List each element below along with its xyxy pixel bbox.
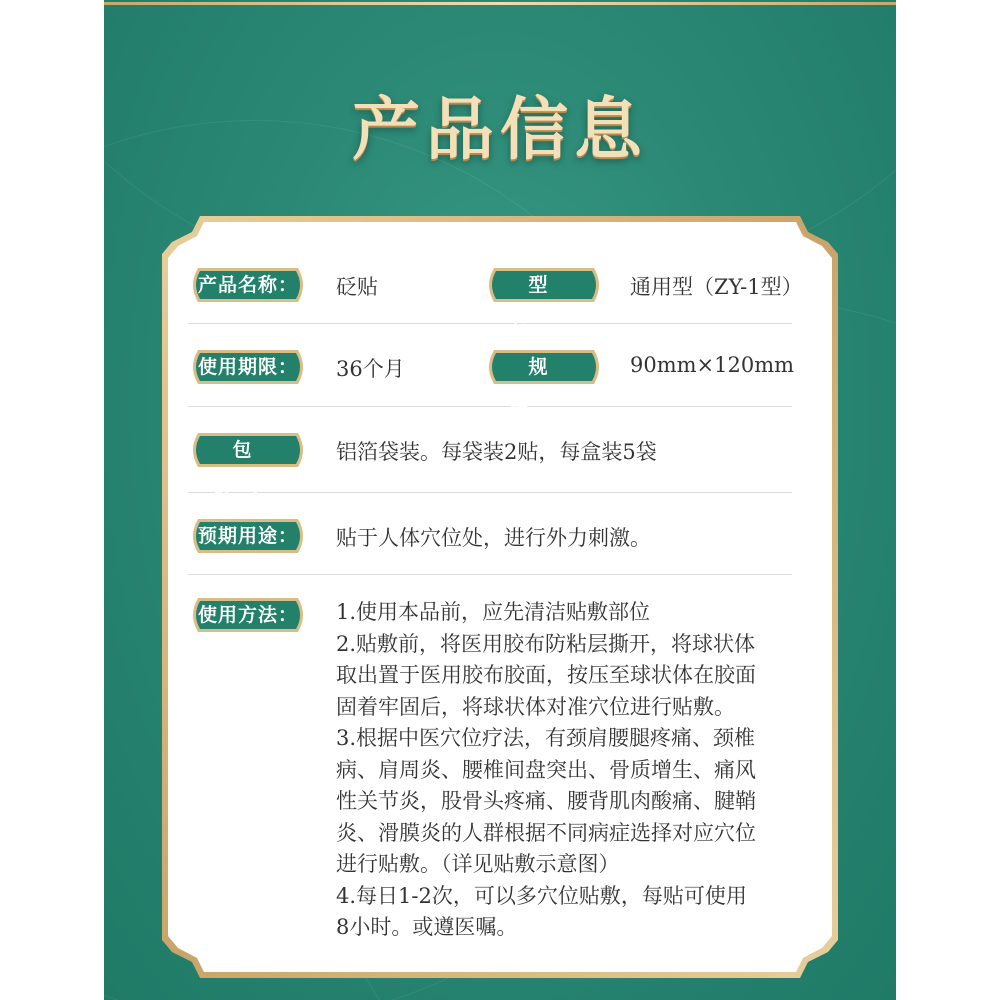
method-line: 取出置于医用胶布胶面，按压至球状体在胶面 <box>336 663 756 687</box>
label-tag-model <box>482 266 606 334</box>
method-line: 8小时。或遵医嘱。 <box>336 915 518 939</box>
label-tag-period <box>186 348 310 386</box>
tag-label: 产品名称： <box>197 274 298 296</box>
period-value: 36个月 <box>336 357 405 381</box>
label-tag-spec <box>482 348 606 416</box>
tag-label: 包 装： <box>213 439 307 499</box>
method-line: 进行贴敷。（详见贴敷示意图） <box>336 852 620 876</box>
purpose-value: 贴于人体穴位处，进行外力刺激。 <box>336 526 651 550</box>
row-divider <box>188 574 792 575</box>
info-card <box>160 214 840 980</box>
product-name-value: 砭贴 <box>336 275 378 299</box>
tag-label: 使用方法： <box>197 604 298 626</box>
label-tag-package <box>186 431 310 499</box>
method-line: 固着牢固后，将球状体对准穴位进行贴敷。 <box>336 694 735 719</box>
row-divider <box>188 406 792 407</box>
tag-label: 使用期限： <box>197 356 298 378</box>
row-divider <box>188 323 792 324</box>
method-line: 4.每日1-2次，可以多穴位贴敷，每贴可使用 <box>336 883 747 908</box>
spec-value: 90mm×120mm <box>630 353 795 377</box>
tag-label: 型 号： <box>509 274 603 334</box>
tag-label: 规 格： <box>509 356 603 416</box>
method-line: 1.使用本品前，应先清洁贴敷部位 <box>336 600 651 624</box>
method-line: 3.根据中医穴位疗法，有颈肩腰腿疼痛、颈椎 <box>336 726 756 750</box>
method-line: 2.贴敷前，将医用胶布防粘层撕开，将球状体 <box>336 631 756 656</box>
label-tag-purpose <box>186 517 310 555</box>
method-line: 炎、滑膜炎的人群根据不同病症选择对应穴位 <box>336 820 756 845</box>
method-line: 病、肩周炎、腰椎间盘突出、骨质增生、痛风 <box>336 757 756 782</box>
page-title: 产品信息 <box>351 90 648 170</box>
tag-label: 预期用途： <box>197 525 298 547</box>
label-tag-product-name <box>186 266 310 304</box>
method-text <box>336 597 816 944</box>
model-value: 通用型（ZY-1型） <box>630 275 803 299</box>
package-value: 铝箔袋装。每袋装2贴，每盒装5袋 <box>336 440 657 464</box>
label-tag-method <box>186 596 310 634</box>
method-line: 性关节炎，股骨头疼痛、腰背肌肉酸痛、腱鞘 <box>336 789 756 813</box>
